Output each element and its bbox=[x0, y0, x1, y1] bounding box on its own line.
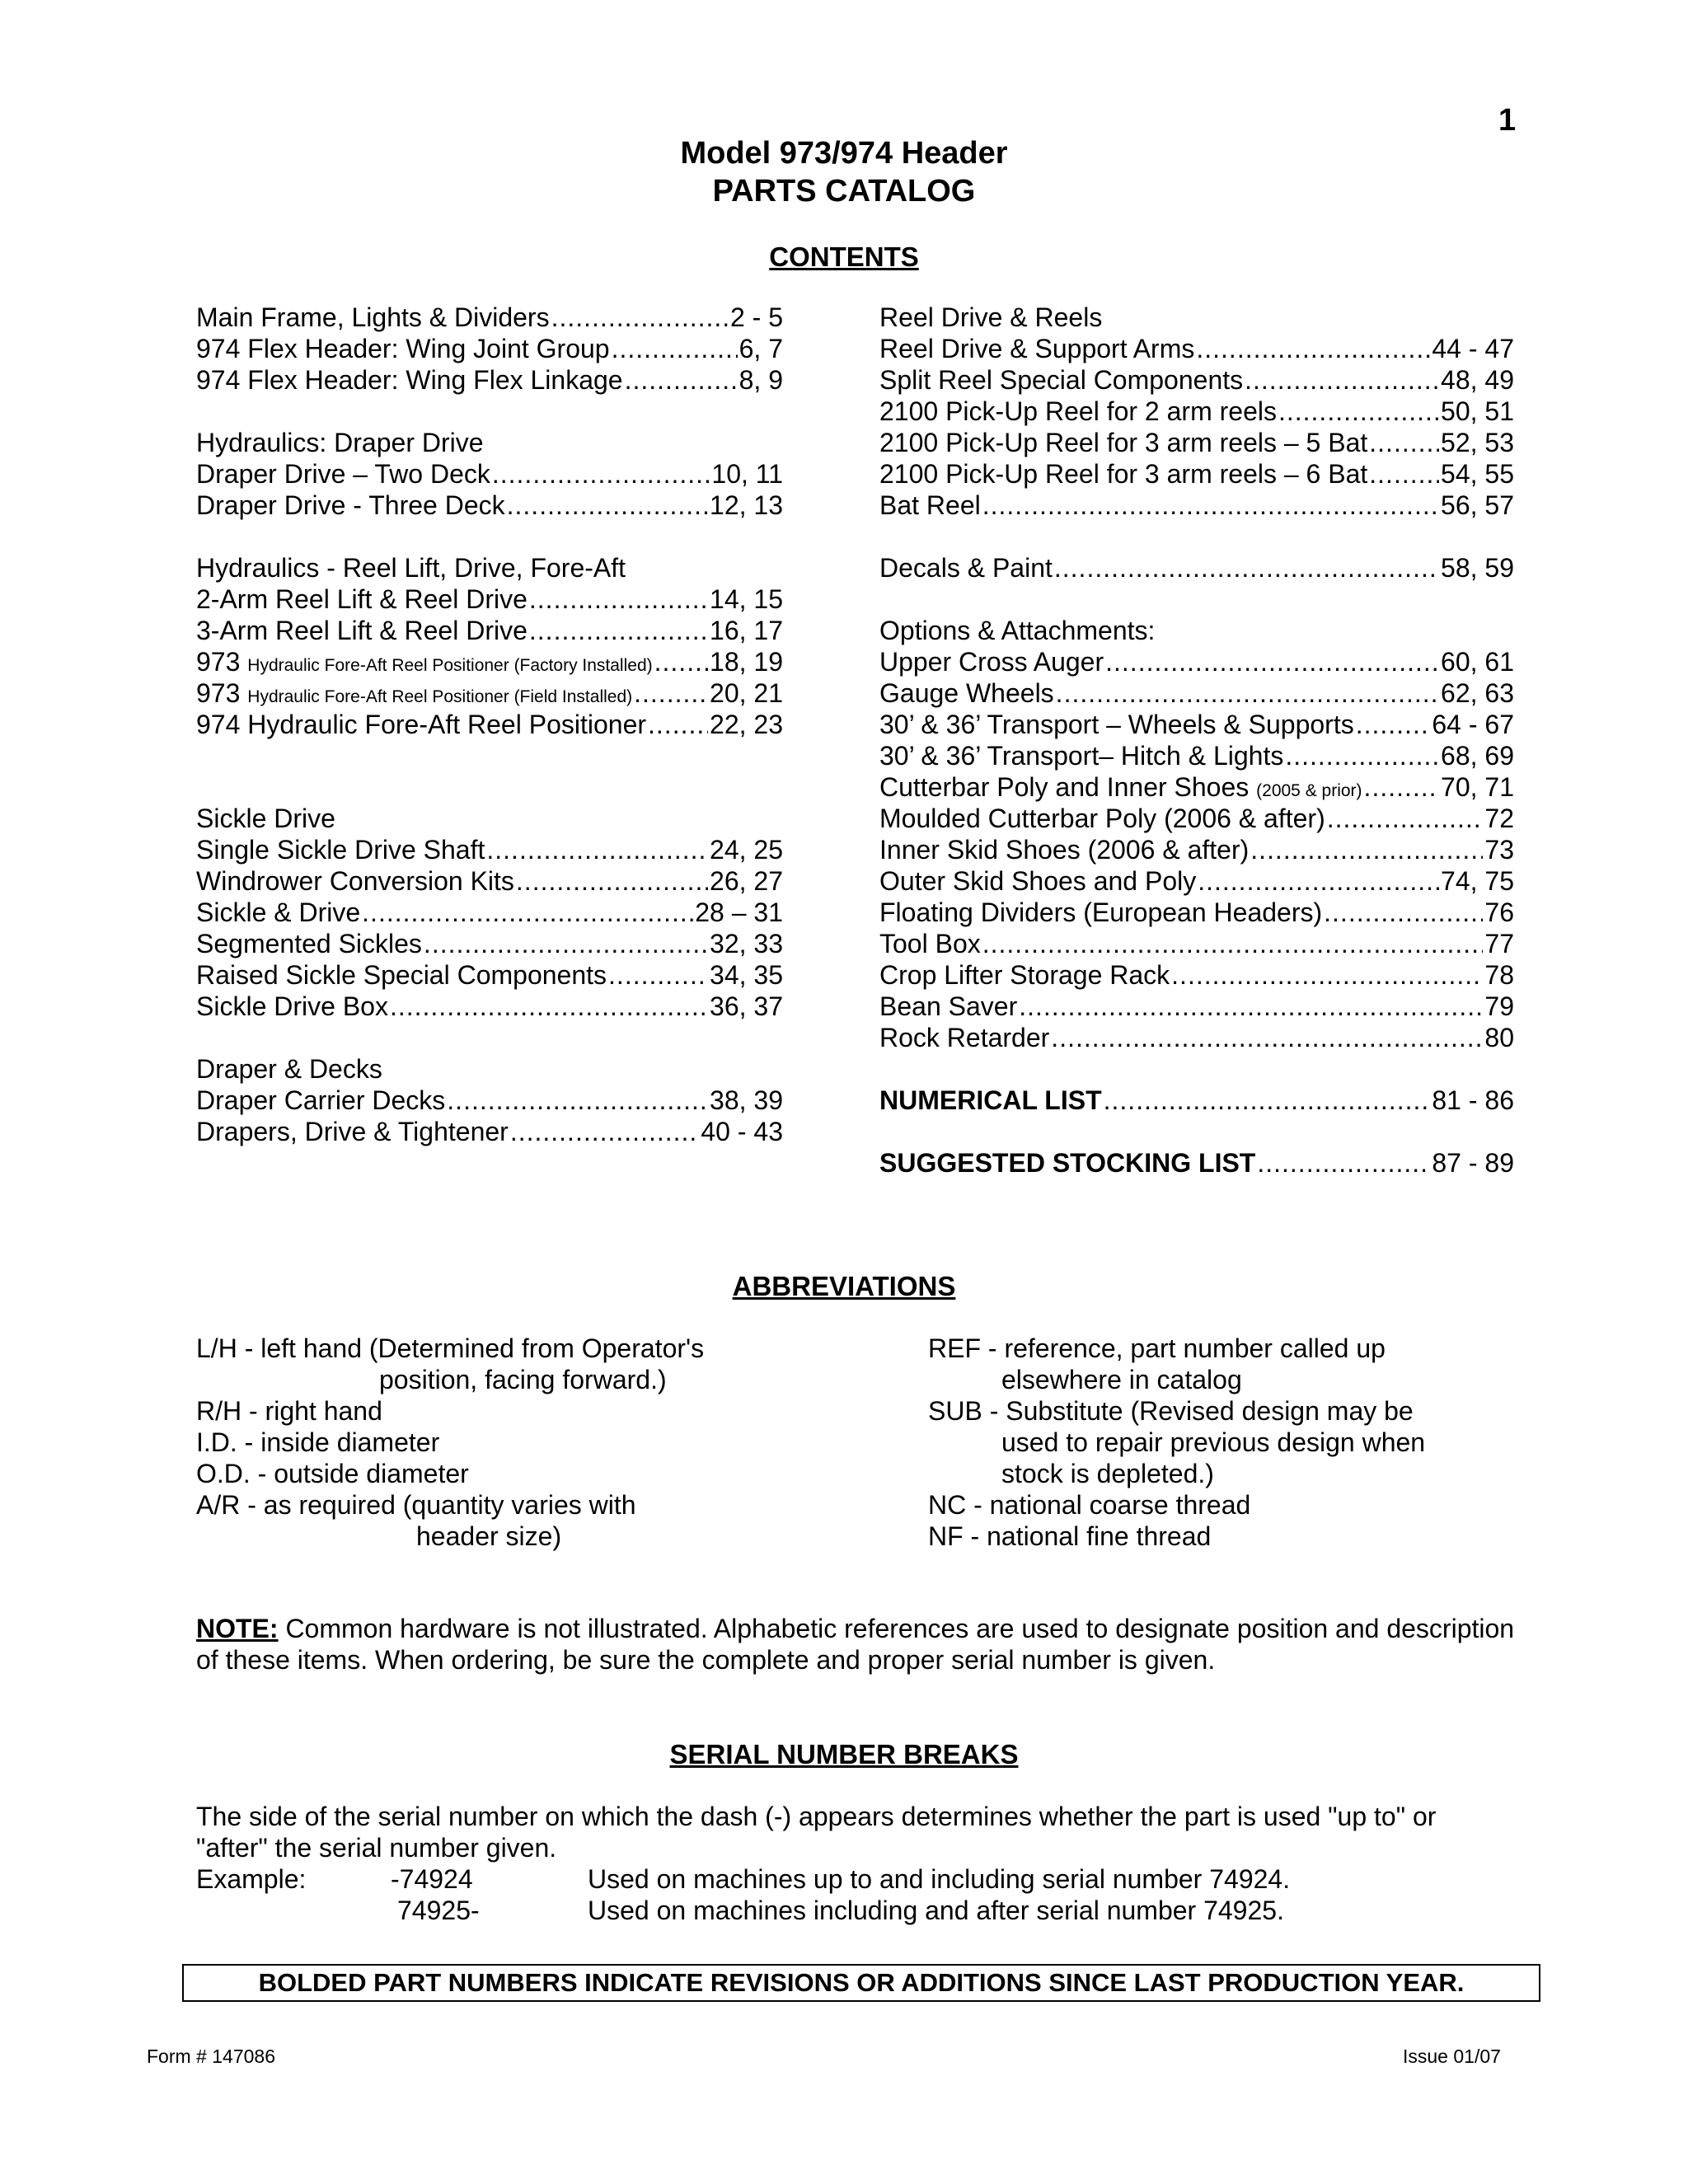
toc-leader-dots bbox=[634, 677, 708, 709]
toc-entry-pages: 8, 9 bbox=[738, 365, 783, 395]
toc-entry bbox=[879, 552, 1514, 583]
note-text: Common hardware is not illustrated. Alphabetic references are used to designate position and description of these items. When ordering, be sure the complete and proper serial number is given. bbox=[196, 1614, 1515, 1675]
toc-leader-dots bbox=[648, 709, 708, 740]
toc-entry-label: SUGGESTED STOCKING LIST bbox=[879, 1148, 1256, 1178]
toc-entry-pages: 87 - 89 bbox=[1432, 1148, 1514, 1178]
toc-leader-dots bbox=[1278, 396, 1439, 427]
toc-entry-pages: 68, 69 bbox=[1441, 741, 1514, 771]
toc-entry bbox=[196, 1085, 783, 1116]
abbreviation-line: stock is depleted.) bbox=[1001, 1459, 1214, 1488]
toc-entry bbox=[879, 1085, 1514, 1116]
toc-entry-text: Moulded Cutterbar Poly (2006 & after) bbox=[879, 804, 1325, 833]
toc-entry-label bbox=[879, 928, 981, 959]
toc-entry-pages: 74, 75 bbox=[1441, 866, 1514, 896]
toc-leader-dots bbox=[529, 583, 708, 615]
toc-leader-dots bbox=[982, 928, 1484, 959]
toc-leader-dots bbox=[362, 897, 693, 928]
toc-leader-dots bbox=[982, 490, 1439, 521]
toc-entry-label bbox=[879, 396, 1277, 427]
toc-entry-pages: 10, 11 bbox=[711, 459, 783, 489]
toc-entry bbox=[196, 709, 783, 740]
toc-leader-dots bbox=[492, 458, 710, 490]
abbreviation-line: NC - national coarse thread bbox=[928, 1490, 1251, 1520]
toc-entry bbox=[196, 991, 783, 1022]
abbreviation-line: header size) bbox=[416, 1521, 562, 1551]
toc-leader-dots bbox=[1056, 677, 1439, 709]
toc-entry-text: Sickle Drive Box bbox=[196, 991, 388, 1021]
toc-entry-text: Single Sickle Drive Shaft bbox=[196, 835, 485, 865]
toc-leader-dots bbox=[1196, 333, 1430, 364]
toc-entry-text: Draper Drive – Two Deck bbox=[196, 459, 490, 489]
toc-entry-pages: 34, 35 bbox=[710, 960, 783, 990]
abbreviation-line: position, facing forward.) bbox=[379, 1365, 667, 1394]
toc-entry-label bbox=[196, 928, 422, 959]
abbreviation-line: O.D. - outside diameter bbox=[196, 1459, 469, 1488]
toc-leader-dots bbox=[516, 865, 708, 897]
toc-entry bbox=[879, 458, 1514, 490]
toc-entry bbox=[196, 490, 783, 521]
toc-entry-label bbox=[196, 615, 528, 646]
toc-entry-label bbox=[879, 1022, 1049, 1053]
toc-entry bbox=[196, 677, 783, 709]
toc-entry-pages: 50, 51 bbox=[1441, 396, 1514, 426]
toc-leader-dots bbox=[1369, 458, 1439, 490]
toc-entry-pages: 58, 59 bbox=[1441, 553, 1514, 583]
toc-entry bbox=[879, 1022, 1514, 1053]
toc-entry bbox=[196, 1116, 783, 1147]
toc-leader-dots bbox=[510, 1116, 700, 1147]
toc-leader-dots bbox=[529, 615, 708, 646]
issue-date: Issue 01/07 bbox=[1403, 2046, 1501, 2067]
toc-entry-pages: 12, 13 bbox=[710, 490, 783, 520]
toc-entry-label bbox=[879, 991, 1017, 1022]
toc-entry-pages: 22, 23 bbox=[710, 710, 783, 739]
toc-entry-label bbox=[879, 677, 1054, 709]
toc-leader-dots bbox=[1105, 646, 1439, 677]
abbreviation-line: I.D. - inside diameter bbox=[196, 1427, 440, 1457]
toc-entry-text: Draper Drive - Three Deck bbox=[196, 490, 505, 520]
toc-entry-label bbox=[196, 865, 514, 897]
toc-entry-label bbox=[196, 646, 653, 682]
toc-entry bbox=[879, 740, 1514, 771]
toc-entry-label bbox=[879, 709, 1354, 740]
toc-leader-dots bbox=[1250, 834, 1483, 865]
toc-entry-label bbox=[879, 490, 981, 521]
serial-explanation: The side of the serial number on which the dash (-) appears determines whether the part is used "up to" or "after" the serial number given. bbox=[196, 1802, 1437, 1863]
toc-group-heading: Draper & Decks bbox=[196, 1054, 382, 1084]
abbreviation-line: A/R - as required (quantity varies with bbox=[196, 1490, 636, 1520]
toc-entry-label bbox=[196, 959, 607, 991]
toc-leader-dots bbox=[654, 646, 708, 677]
toc-entry bbox=[879, 1147, 1514, 1179]
toc-leader-dots bbox=[1171, 959, 1483, 991]
toc-entry-label bbox=[196, 834, 485, 865]
toc-entry-text: Drapers, Drive & Tightener bbox=[196, 1117, 509, 1146]
toc-entry-pages: 6, 7 bbox=[738, 334, 783, 363]
example-number-2: 74925- bbox=[397, 1896, 480, 1925]
toc-entry-text: Sickle & Drive bbox=[196, 898, 361, 927]
toc-entry-text: Draper Carrier Decks bbox=[196, 1085, 446, 1115]
toc-group-heading: Sickle Drive bbox=[196, 804, 335, 833]
toc-entry bbox=[196, 865, 783, 897]
toc-entry-pages: 76 bbox=[1484, 898, 1514, 927]
toc-entry-text: Raised Sickle Special Components bbox=[196, 960, 607, 990]
toc-entry-text: Segmented Sickles bbox=[196, 929, 422, 958]
toc-entry-label bbox=[196, 364, 623, 396]
toc-entry-pages: 16, 17 bbox=[710, 616, 783, 645]
toc-entry-pages: 72 bbox=[1484, 804, 1514, 833]
toc-group-heading: Reel Drive & Reels bbox=[879, 302, 1103, 332]
toc-entry bbox=[196, 615, 783, 646]
toc-entry-label bbox=[879, 771, 1362, 807]
toc-entry-label bbox=[879, 740, 1283, 771]
toc-entry-label bbox=[196, 490, 505, 521]
toc-entry-text: 2100 Pick-Up Reel for 3 arm reels – 5 Bat bbox=[879, 428, 1368, 457]
toc-entry-text: Cutterbar Poly and Inner Shoes bbox=[879, 772, 1250, 802]
contents-right-column bbox=[879, 302, 1514, 1178]
toc-entry-text: Rock Retarder bbox=[879, 1023, 1050, 1052]
toc-leader-dots bbox=[507, 490, 708, 521]
abbreviation-line: R/H - right hand bbox=[196, 1396, 382, 1426]
toc-entry-text: 2100 Pick-Up Reel for 3 arm reels – 6 Bat bbox=[879, 459, 1368, 489]
toc-entry-text: Upper Cross Auger bbox=[879, 647, 1104, 677]
toc-entry-label bbox=[879, 803, 1325, 834]
toc-entry-label bbox=[196, 709, 646, 740]
abbreviation-line: SUB - Substitute (Revised design may be bbox=[928, 1396, 1414, 1426]
example-desc-2: Used on machines including and after serial number 74925. bbox=[588, 1896, 1284, 1925]
toc-entry-pages: 62, 63 bbox=[1441, 678, 1514, 708]
toc-entry bbox=[879, 959, 1514, 991]
toc-entry bbox=[196, 583, 783, 615]
toc-leader-dots bbox=[486, 834, 708, 865]
toc-leader-dots bbox=[1054, 552, 1439, 583]
toc-entry-label bbox=[196, 991, 388, 1022]
toc-entry-pages: 26, 27 bbox=[710, 866, 783, 896]
toc-entry-text: 974 Flex Header: Wing Flex Linkage bbox=[196, 365, 623, 395]
toc-entry-pages: 52, 53 bbox=[1441, 428, 1514, 457]
note-paragraph bbox=[196, 1613, 1515, 1675]
toc-entry-pages: 79 bbox=[1484, 991, 1514, 1021]
toc-entry-label bbox=[196, 897, 360, 928]
catalog-subtitle: PARTS CATALOG bbox=[712, 174, 976, 209]
toc-entry-pages: 70, 71 bbox=[1441, 772, 1514, 802]
toc-entry bbox=[196, 834, 783, 865]
toc-entry bbox=[196, 928, 783, 959]
toc-entry-pages: 48, 49 bbox=[1441, 365, 1514, 395]
toc-entry-pages: 14, 15 bbox=[710, 584, 783, 614]
toc-entry-text: Main Frame, Lights & Dividers bbox=[196, 302, 550, 332]
toc-entry bbox=[879, 396, 1514, 427]
toc-entry-label bbox=[879, 834, 1249, 865]
example-desc-1: Used on machines up to and including serial number 74924. bbox=[588, 1864, 1291, 1894]
toc-entry bbox=[196, 302, 783, 333]
toc-leader-dots bbox=[1051, 1022, 1483, 1053]
toc-entry-pages: 32, 33 bbox=[710, 929, 783, 958]
toc-entry-pages: 38, 39 bbox=[710, 1085, 783, 1115]
abbreviation-line: elsewhere in catalog bbox=[1001, 1365, 1242, 1394]
toc-entry-text: Reel Drive & Support Arms bbox=[879, 334, 1195, 363]
toc-leader-dots bbox=[447, 1085, 708, 1116]
toc-entry-pages: 24, 25 bbox=[710, 835, 783, 865]
abbreviation-line: REF - reference, part number called up bbox=[928, 1333, 1386, 1363]
toc-entry bbox=[879, 771, 1514, 803]
toc-leader-dots bbox=[1356, 709, 1431, 740]
toc-entry-pages: 78 bbox=[1484, 960, 1514, 990]
toc-leader-dots bbox=[1245, 364, 1439, 396]
toc-entry-label bbox=[879, 427, 1367, 458]
toc-entry-text: Outer Skid Shoes and Poly bbox=[879, 866, 1197, 896]
toc-entry-label bbox=[879, 646, 1104, 677]
toc-entry-label: NUMERICAL LIST bbox=[879, 1085, 1102, 1115]
toc-entry-pages: 18, 19 bbox=[710, 647, 783, 677]
toc-entry-detail: Hydraulic Fore-Aft Reel Positioner (Field Installed) bbox=[247, 687, 633, 706]
toc-entry-pages: 28 – 31 bbox=[695, 898, 783, 927]
toc-entry-model: 973 bbox=[196, 678, 241, 708]
toc-leader-dots bbox=[1104, 1085, 1431, 1116]
toc-entry-pages: 20, 21 bbox=[710, 678, 783, 708]
toc-entry-label bbox=[879, 552, 1053, 583]
toc-entry-label bbox=[879, 458, 1367, 490]
page-number: 1 bbox=[1498, 103, 1517, 138]
toc-group-heading: Options & Attachments: bbox=[879, 616, 1156, 645]
toc-entry-label bbox=[196, 1085, 445, 1116]
toc-entry-label bbox=[879, 897, 1322, 928]
toc-entry-pages: 40 - 43 bbox=[701, 1117, 783, 1146]
toc-leader-dots bbox=[390, 991, 708, 1022]
toc-entry-label bbox=[196, 333, 610, 364]
toc-entry-text: 30’ & 36’ Transport – Wheels & Supports bbox=[879, 710, 1354, 739]
toc-entry bbox=[196, 646, 783, 677]
toc-entry bbox=[879, 991, 1514, 1022]
serial-number-breaks-heading: SERIAL NUMBER BREAKS bbox=[669, 1739, 1019, 1769]
toc-entry-pages: 36, 37 bbox=[710, 991, 783, 1021]
example-number-1: -74924 bbox=[391, 1864, 473, 1894]
toc-entry-text: Windrower Conversion Kits bbox=[196, 866, 514, 896]
toc-entry bbox=[196, 333, 783, 364]
toc-leader-dots bbox=[1327, 803, 1484, 834]
toc-entry-label bbox=[879, 333, 1194, 364]
toc-entry-text: Bat Reel bbox=[879, 490, 981, 520]
toc-entry bbox=[879, 364, 1514, 396]
toc-entry bbox=[879, 803, 1514, 834]
toc-entry-text: Tool Box bbox=[879, 929, 981, 958]
toc-entry-label bbox=[196, 302, 550, 333]
toc-entry-detail: Hydraulic Fore-Aft Reel Positioner (Factory Installed) bbox=[247, 656, 653, 675]
toc-entry-label bbox=[196, 1116, 509, 1147]
toc-entry-label bbox=[196, 677, 632, 713]
abbreviation-line: NF - national fine thread bbox=[928, 1521, 1212, 1551]
toc-entry-pages: 77 bbox=[1484, 929, 1514, 958]
toc-entry-pages: 56, 57 bbox=[1441, 490, 1514, 520]
toc-entry bbox=[196, 458, 783, 490]
toc-entry bbox=[879, 427, 1514, 458]
toc-entry-detail: (2005 & prior) bbox=[1256, 781, 1362, 800]
toc-entry-pages: 54, 55 bbox=[1441, 459, 1514, 489]
toc-entry bbox=[196, 364, 783, 396]
toc-entry-model: 973 bbox=[196, 647, 241, 677]
contents-left-column bbox=[196, 302, 783, 1167]
toc-entry-text: 30’ & 36’ Transport– Hitch & Lights bbox=[879, 741, 1284, 771]
toc-entry-text: Inner Skid Shoes (2006 & after) bbox=[879, 835, 1250, 865]
toc-entry-text: Crop Lifter Storage Rack bbox=[879, 960, 1170, 990]
toc-entry-pages: 81 - 86 bbox=[1432, 1085, 1514, 1115]
toc-entry-text: 974 Flex Header: Wing Joint Group bbox=[196, 334, 610, 363]
toc-entry-pages: 80 bbox=[1484, 1023, 1514, 1052]
abbreviation-line: L/H - left hand (Determined from Operator's bbox=[196, 1333, 705, 1363]
toc-leader-dots bbox=[1257, 1147, 1430, 1179]
toc-entry-pages: 73 bbox=[1484, 835, 1514, 865]
toc-entry-label bbox=[879, 865, 1196, 897]
note-label: NOTE: bbox=[196, 1614, 279, 1643]
toc-leader-dots bbox=[1369, 427, 1439, 458]
toc-entry bbox=[879, 834, 1514, 865]
toc-entry-text: 974 Hydraulic Fore-Aft Reel Positioner bbox=[196, 710, 647, 739]
toc-leader-dots bbox=[1198, 865, 1439, 897]
toc-entry-label bbox=[879, 364, 1243, 396]
toc-entry-text: Bean Saver bbox=[879, 991, 1018, 1021]
revision-banner: BOLDED PART NUMBERS INDICATE REVISIONS OR ADDITIONS SINCE LAST PRODUCTION YEAR. bbox=[182, 1964, 1540, 2002]
toc-group-heading: Hydraulics - Reel Lift, Drive, Fore-Aft bbox=[196, 553, 626, 583]
toc-entry-label bbox=[196, 583, 528, 615]
toc-entry bbox=[879, 646, 1514, 677]
toc-entry-pages: 64 - 67 bbox=[1432, 710, 1514, 739]
toc-entry-text: 2-Arm Reel Lift & Reel Drive bbox=[196, 584, 528, 614]
abbreviations-heading: ABBREVIATIONS bbox=[732, 1271, 956, 1301]
toc-entry bbox=[879, 928, 1514, 959]
toc-leader-dots bbox=[608, 959, 708, 991]
form-number: Form # 147086 bbox=[147, 2046, 275, 2067]
toc-entry-pages: 60, 61 bbox=[1441, 647, 1514, 677]
toc-entry bbox=[879, 490, 1514, 521]
toc-entry bbox=[196, 959, 783, 991]
toc-entry-text: Floating Dividers (European Headers) bbox=[879, 898, 1323, 927]
toc-entry-text: 2100 Pick-Up Reel for 2 arm reels bbox=[879, 396, 1277, 426]
toc-leader-dots bbox=[1285, 740, 1439, 771]
toc-entry-text: Gauge Wheels bbox=[879, 678, 1054, 708]
abbreviation-line: used to repair previous design when bbox=[1001, 1427, 1426, 1457]
toc-entry-label bbox=[196, 458, 490, 490]
toc-entry bbox=[879, 865, 1514, 897]
toc-leader-dots bbox=[625, 364, 738, 396]
toc-entry-pages: 44 - 47 bbox=[1432, 334, 1514, 363]
toc-leader-dots bbox=[1364, 771, 1439, 803]
toc-entry-text: 3-Arm Reel Lift & Reel Drive bbox=[196, 616, 528, 645]
example-label: Example: bbox=[196, 1864, 307, 1894]
toc-entry bbox=[879, 897, 1514, 928]
catalog-title: Model 973/974 Header bbox=[680, 136, 1008, 171]
toc-entry bbox=[196, 897, 783, 928]
toc-entry-label bbox=[879, 959, 1170, 991]
toc-leader-dots bbox=[1324, 897, 1483, 928]
toc-leader-dots bbox=[612, 333, 738, 364]
toc-entry bbox=[879, 677, 1514, 709]
toc-entry-text: Decals & Paint bbox=[879, 553, 1053, 583]
contents-heading: CONTENTS bbox=[769, 241, 919, 272]
toc-entry bbox=[879, 333, 1514, 364]
toc-entry bbox=[879, 709, 1514, 740]
toc-group-heading: Hydraulics: Draper Drive bbox=[196, 428, 484, 457]
toc-leader-dots bbox=[424, 928, 708, 959]
toc-leader-dots bbox=[1019, 991, 1483, 1022]
toc-leader-dots bbox=[551, 302, 729, 333]
toc-entry-pages: 2 - 5 bbox=[729, 302, 783, 332]
toc-entry-text: Split Reel Special Components bbox=[879, 365, 1244, 395]
